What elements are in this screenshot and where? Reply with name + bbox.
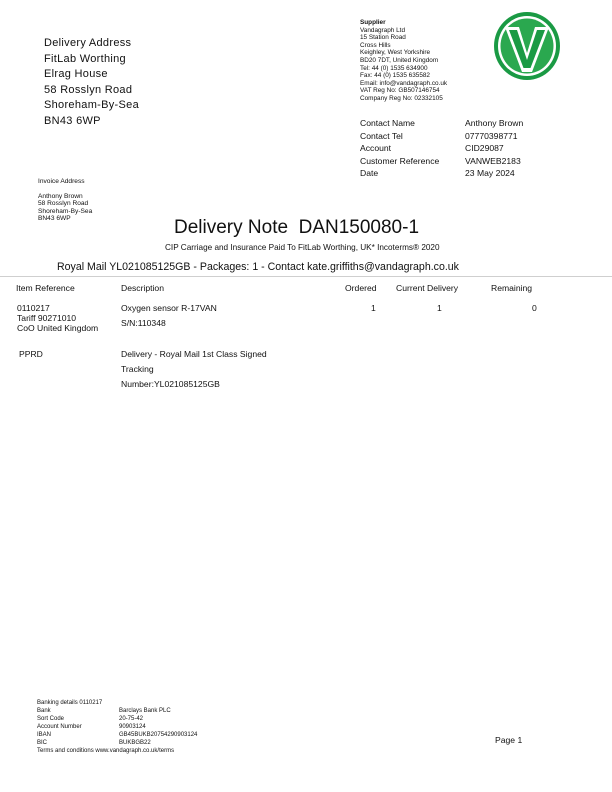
supplier-line: Company Reg No: 02332105: [360, 94, 443, 102]
vandagraph-logo: [492, 10, 562, 82]
terms-link[interactable]: Terms and conditions www.vandagraph.co.uk/terms: [37, 748, 175, 754]
banking-value: Barclays Bank PLC: [119, 708, 171, 714]
delivery-address-line: 58 Rosslyn Road: [44, 83, 133, 96]
incoterms-line: CIP Carriage and Insurance Paid To FitLab Worthing, UK* Incoterms® 2020: [165, 243, 440, 252]
invoice-address-line: Shoreham-By-Sea: [38, 207, 93, 215]
contact-label: Contact Tel: [360, 130, 403, 141]
supplier-line: Cross Hills: [360, 41, 391, 49]
supplier-line: 15 Station Road: [360, 34, 406, 42]
divider: [0, 276, 612, 277]
row2-ref: PPRD: [19, 349, 43, 359]
banking-value: BUKBGB22: [119, 740, 151, 746]
contact-label: Customer Reference: [360, 155, 440, 166]
banking-value: 90903124: [119, 724, 146, 730]
supplier-line: Keighley, West Yorkshire: [360, 49, 431, 57]
banking-label: BIC: [37, 740, 48, 746]
delivery-address-heading: Delivery Address: [44, 37, 132, 49]
row1-current-delivery: 1: [437, 303, 442, 313]
contact-value: CID29087: [465, 143, 504, 153]
shipping-line: Royal Mail YL021085125GB - Packages: 1 - Contact kate.griffiths@vandagraph.co.uk: [57, 261, 459, 273]
row1-ref-line: CoO United Kingdom: [17, 323, 99, 333]
row1-ref-line: Tariff 90271010: [17, 313, 77, 323]
delivery-address-line: Shoreham-By-Sea: [44, 99, 139, 112]
contact-value: Anthony Brown: [465, 118, 524, 128]
contact-label: Date: [360, 168, 379, 178]
invoice-address-spacer: [38, 186, 92, 193]
banking-label: IBAN: [37, 732, 52, 738]
row1-ref-line: 0110217: [17, 303, 50, 313]
row2-desc-line: Tracking: [121, 364, 154, 374]
contact-label: Account: [360, 143, 392, 153]
supplier-line: BD20 7DT, United Kingdom: [360, 56, 439, 64]
invoice-address-heading: Invoice Address: [38, 178, 85, 185]
col-header-item-reference: Item Reference: [16, 283, 75, 293]
supplier-email[interactable]: Email: info@vandagraph.co.uk: [360, 79, 448, 87]
delivery-address-line: FitLab Worthing: [44, 52, 126, 65]
banking-label: Bank: [37, 708, 51, 714]
supplier-line: Fax: 44 (0) 1535 635582: [360, 72, 430, 80]
col-header-remaining: Remaining: [491, 283, 533, 293]
delivery-address-line: Elrag House: [44, 68, 108, 81]
row2-desc-line: Number:YL021085125GB: [121, 379, 220, 389]
contact-value: VANWEB2183: [465, 155, 521, 166]
contact-details: [360, 118, 580, 182]
invoice-address-line: 58 Rosslyn Road: [38, 200, 89, 208]
supplier-line: Tel: 44 (0) 1535 634900: [360, 64, 428, 72]
col-header-description: Description: [121, 283, 164, 293]
page-number: Page 1: [495, 735, 523, 745]
contact-value: 23 May 2024: [465, 168, 515, 178]
document-title: Delivery Note DAN150080-1: [174, 217, 420, 238]
contact-label: Contact Name: [360, 118, 415, 128]
supplier-block: [360, 19, 447, 103]
invoice-address-line: BN43 6WP: [38, 215, 71, 223]
delivery-address-line: BN43 6WP: [44, 114, 101, 127]
row1-ordered: 1: [371, 303, 376, 313]
supplier-line: VAT Reg No: GB507146754: [360, 87, 440, 95]
banking-label: Account Number: [37, 724, 82, 730]
supplier-line: Vandagraph Ltd: [360, 26, 406, 34]
row2-desc-line: Delivery - Royal Mail 1st Class Signed: [121, 349, 267, 359]
row1-desc-line: S/N:110348: [121, 318, 166, 328]
delivery-address-block: [44, 36, 139, 130]
row1-desc-line: Oxygen sensor R-17VAN: [121, 303, 217, 313]
row1-remaining: 0: [532, 303, 537, 313]
banking-value: GB45BUKB20754290903124: [119, 732, 198, 738]
supplier-heading: Supplier: [360, 19, 386, 26]
banking-value: 20-75-42: [119, 716, 144, 722]
banking-title: Banking details 0110217: [37, 700, 103, 706]
invoice-address-block: [38, 178, 92, 223]
invoice-address-line: Anthony Brown: [38, 192, 83, 200]
banking-details-block: [37, 700, 257, 760]
col-header-ordered: Ordered: [345, 283, 377, 293]
banking-label: Sort Code: [37, 716, 65, 722]
contact-value: 07770398771: [465, 130, 518, 141]
col-header-current-delivery: Current Delivery: [396, 283, 459, 293]
